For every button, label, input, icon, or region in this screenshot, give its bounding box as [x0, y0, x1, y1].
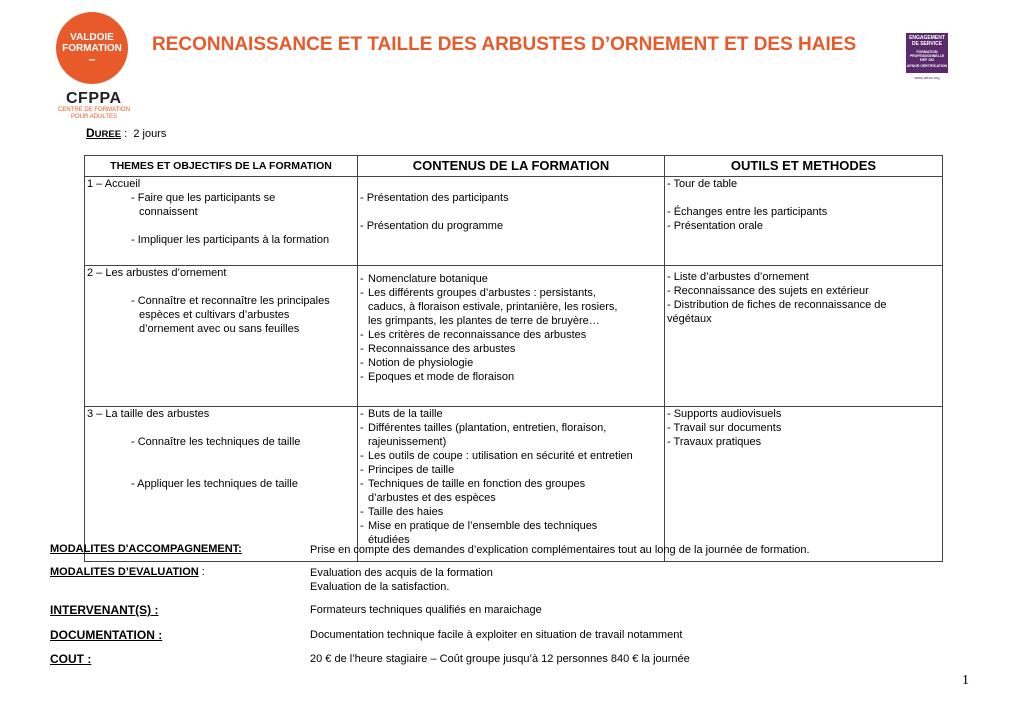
evaluation-value1: Evaluation des acquis de la formation — [310, 567, 493, 579]
intervenant-value: Formateurs techniques qualifiés en maraichage — [310, 604, 542, 616]
list-item: - Notion de physiologie — [360, 357, 474, 369]
duree-value: 2 jours — [133, 128, 167, 140]
badge-sub: FORMATION PROFESSIONNELLE REF 193 — [909, 50, 945, 62]
row2-theme-cell — [85, 266, 358, 407]
list-item: caducs, à floraison estivale, printanière, les rosiers, — [368, 301, 618, 313]
valdoie-formation-logo — [56, 12, 128, 84]
cout-value: 20 € de l’heure stagiaire – Coût groupe jusqu’à 12 personnes 840 € la journée — [310, 653, 690, 665]
row3-obj-a: - Connaître les techniques de taille — [131, 436, 301, 448]
row1-obj-a: - Faire que les participants se — [131, 192, 276, 204]
page-title: RECONNAISSANCE ET TAILLE DES ARBUSTES D’ORNEMENT ET DES HAIES — [152, 34, 857, 55]
cout-label: COUT : — [50, 652, 92, 666]
row3-tool: - Supports audiovisuels — [667, 408, 782, 420]
list-item: - Taille des haies — [360, 506, 444, 518]
logo-line2: FORMATION — [62, 43, 122, 54]
list-item: - Buts de la taille — [360, 408, 443, 420]
evaluation-value2: Evaluation de la satisfaction. — [310, 581, 450, 593]
row2-obj-a2: espèces et cultivars d’arbustes — [139, 309, 290, 321]
row1-content-b: - Présentation du programme — [360, 220, 504, 232]
row1-tool: - Présentation orale — [667, 220, 763, 232]
afnor-badge — [906, 33, 948, 73]
row1-theme-cell — [85, 177, 358, 266]
row2-tool: - Distribution de fiches de reconnaissance de — [667, 299, 887, 311]
header-outils: OUTILS ET METHODES — [665, 156, 943, 177]
list-item: - Principes de taille — [360, 464, 455, 476]
header-contenus: CONTENUS DE LA FORMATION — [358, 156, 665, 177]
cfppa-subtitle: CENTRE DE FORMATION POUR ADULTES — [58, 107, 130, 120]
logo-dash: – — [88, 52, 96, 66]
row3-obj-b: - Appliquer les techniques de taille — [131, 478, 298, 490]
row2-obj-a: - Connaître et reconnaître les principales — [131, 295, 330, 307]
list-item: - Techniques de taille en fonction des groupes — [360, 478, 586, 490]
row1-obj-a2: connaissent — [139, 206, 198, 218]
list-item: - Différentes tailles (plantation, entretien, floraison, — [360, 422, 607, 434]
evaluation-label: MODALITES D’EVALUATION : — [50, 566, 205, 578]
header-themes: THEMES ET OBJECTIFS DE LA FORMATION — [85, 156, 358, 177]
row2-tool: végétaux — [667, 313, 712, 325]
documentation-value: Documentation technique facile à exploiter en situation de travail notamment — [310, 629, 683, 641]
row2-obj-a3: d’ornement avec ou sans feuilles — [139, 323, 300, 335]
row1-obj-b: - Impliquer les participants à la formation — [131, 234, 330, 246]
badge-cert: AFNOR CERTIFICATION — [906, 64, 948, 68]
duree-line — [86, 126, 166, 140]
row1-tools-cell — [665, 177, 943, 266]
badge-url: www.afnor.org — [914, 75, 940, 80]
row3-tool: - Travail sur documents — [667, 422, 782, 434]
row3-content-cell — [358, 407, 665, 562]
list-item: - Les différents groupes d’arbustes : persistants, — [360, 287, 596, 299]
duree-label: DUREE — [86, 126, 122, 140]
list-item: étudiées — [368, 534, 410, 546]
list-item: les grimpants, les plantes de terre de bruyère… — [368, 315, 600, 327]
row2-theme: 2 – Les arbustes d’ornement — [87, 267, 227, 279]
row2-tools-cell — [665, 266, 943, 407]
accompagnement-value: Prise en compte des demandes d’explication complémentaires tout au long de la journée de formation. — [310, 544, 810, 556]
row2-tool: - Reconnaissance des sujets en extérieur — [667, 285, 869, 297]
row1-content-a: - Présentation des participants — [360, 192, 509, 204]
table-header-row — [85, 156, 943, 177]
row1-theme: 1 – Accueil — [87, 178, 141, 190]
evaluation-value — [310, 566, 493, 594]
row1-content-cell — [358, 177, 665, 266]
row1-tool: - Tour de table — [667, 178, 738, 190]
table-row — [85, 407, 943, 562]
list-item: - Mise en pratique de l’ensemble des techniques — [360, 520, 598, 532]
list-item: - Epoques et mode de floraison — [360, 371, 515, 383]
row3-tool: - Travaux pratiques — [667, 436, 762, 448]
accompagnement-label: MODALITES D'ACCOMPAGNEMENT: — [50, 543, 242, 555]
list-item: - Les outils de coupe : utilisation en sécurité et entretien — [360, 450, 633, 462]
formation-table — [84, 155, 943, 562]
list-item: - Reconnaissance des arbustes — [360, 343, 516, 355]
logo-line1: VALDOIE — [70, 32, 114, 43]
list-item: - Les critères de reconnaissance des arbustes — [360, 329, 587, 341]
row2-tool: - Liste d’arbustes d’ornement — [667, 271, 809, 283]
row3-theme-cell — [85, 407, 358, 562]
badge-text: ENGAGEMENT DE SERVICE — [909, 35, 945, 47]
row3-theme: 3 – La taille des arbustes — [87, 408, 210, 420]
row3-tools-cell — [665, 407, 943, 562]
list-item: rajeunissement) — [368, 436, 447, 448]
table-row — [85, 177, 943, 266]
page-number: 1 — [962, 673, 969, 688]
intervenant-label: INTERVENANT(S) : — [50, 603, 159, 617]
row1-tool: - Échanges entre les participants — [667, 206, 828, 218]
cfppa-logo: CFPPA — [66, 90, 122, 107]
documentation-label: DOCUMENTATION : — [50, 628, 163, 642]
list-item: d’arbustes et des espèces — [368, 492, 496, 504]
list-item: - Nomenclature botanique — [360, 273, 488, 285]
duree-sep: : — [121, 128, 128, 140]
row2-content-cell — [358, 266, 665, 407]
table-row — [85, 266, 943, 407]
